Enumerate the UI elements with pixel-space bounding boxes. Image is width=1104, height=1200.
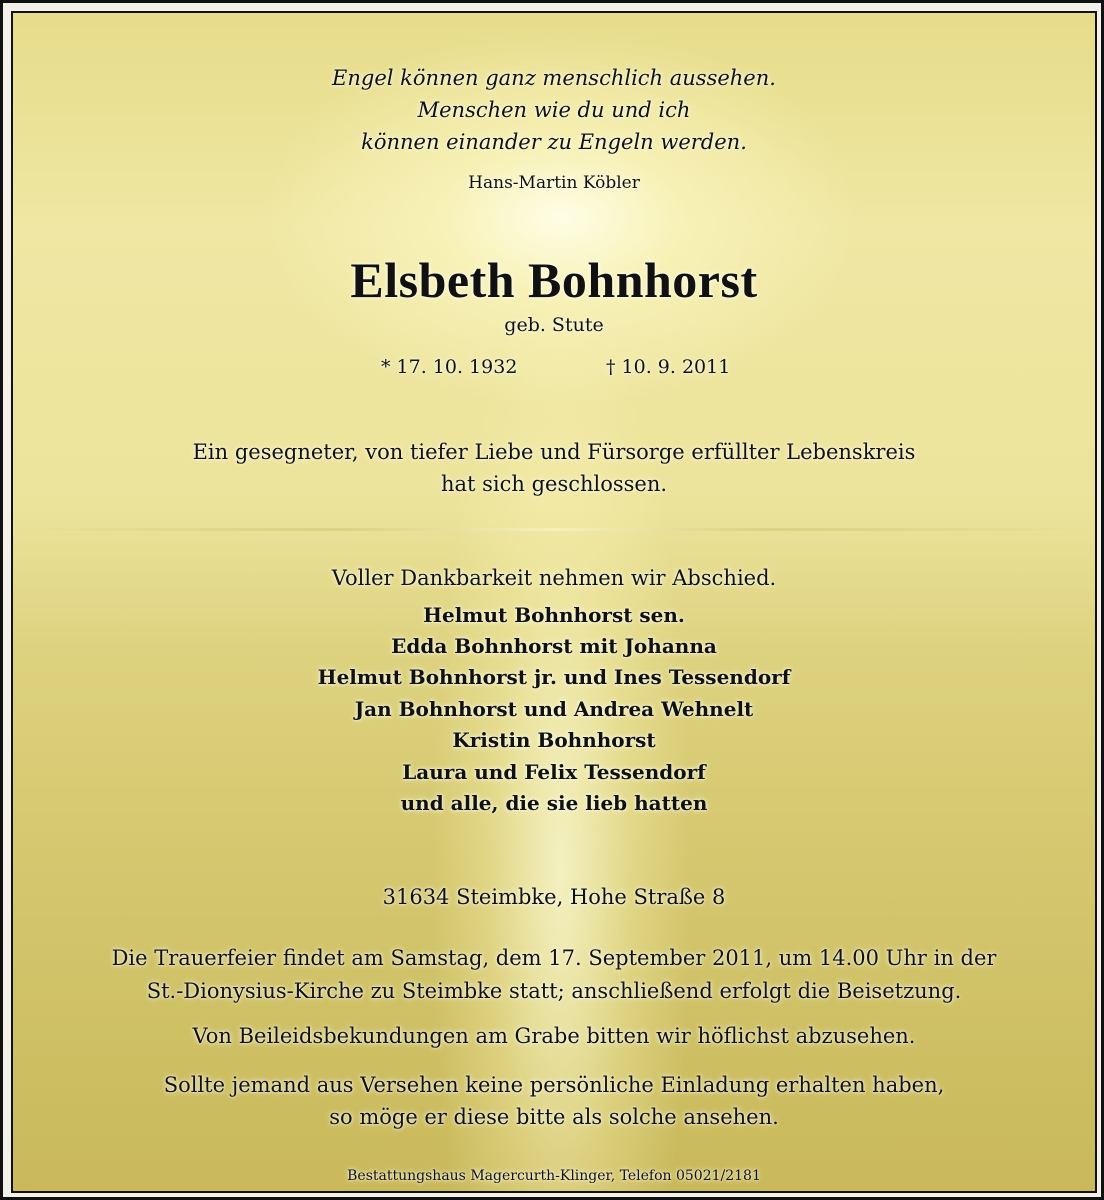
farewell-text: Voller Dankbarkeit nehmen wir Abschied. <box>331 566 777 590</box>
quote-author: Hans-Martin Köbler <box>468 173 640 193</box>
birth-date: * 17. 10. 1932 <box>381 356 518 378</box>
mourner-5: Kristin Bohnhorst <box>452 728 656 752</box>
service-line-1: Die Trauerfeier findet am Samstag, dem 17. September 2011, um 14.00 Uhr in der <box>111 946 997 970</box>
condolence-note: Von Beileidsbekundungen am Grabe bitten wir höflichst abzusehen. <box>192 1024 916 1048</box>
funeral-home-footer: Bestattungshaus Magercurth-Klinger, Telefon 05021/2181 <box>347 1168 761 1184</box>
mourner-6: Laura und Felix Tessendorf <box>402 760 706 784</box>
service-line-2: St.-Dionysius-Kirche zu Steimbke statt; anschließend erfolgt die Beisetzung. <box>146 979 962 1003</box>
quote-line-3: können einander zu Engeln werden. <box>361 130 747 154</box>
quote-line-1: Engel können ganz menschlich aussehen. <box>332 66 776 90</box>
tribute-line-2: hat sich geschlossen. <box>440 472 668 496</box>
mourner-3: Helmut Bohnhorst jr. und Ines Tessendorf <box>317 665 791 689</box>
tribute-line-1: Ein gesegneter, von tiefer Liebe und Fürsorge erfüllter Lebenskreis <box>192 440 916 464</box>
quote-line-2: Menschen wie du und ich <box>417 98 691 122</box>
maiden-name: geb. Stute <box>504 314 604 336</box>
mourner-2: Edda Bohnhorst mit Johanna <box>391 634 717 658</box>
sea-horizon <box>13 528 1095 531</box>
mourner-1: Helmut Bohnhorst sen. <box>423 603 685 627</box>
deceased-name: Elsbeth Bohnhorst <box>350 252 758 308</box>
mourner-7: und alle, die sie lieb hatten <box>400 791 708 815</box>
mourner-4: Jan Bohnhorst und Andrea Wehnelt <box>354 697 754 721</box>
invitation-line-1: Sollte jemand aus Versehen keine persönliche Einladung erhalten haben, <box>163 1073 945 1097</box>
invitation-line-2: so möge er diese bitte als solche ansehen. <box>329 1105 779 1129</box>
death-date: † 10. 9. 2011 <box>606 356 731 378</box>
address: 31634 Steimbke, Hohe Straße 8 <box>382 885 726 909</box>
obituary-background <box>11 11 1097 1193</box>
